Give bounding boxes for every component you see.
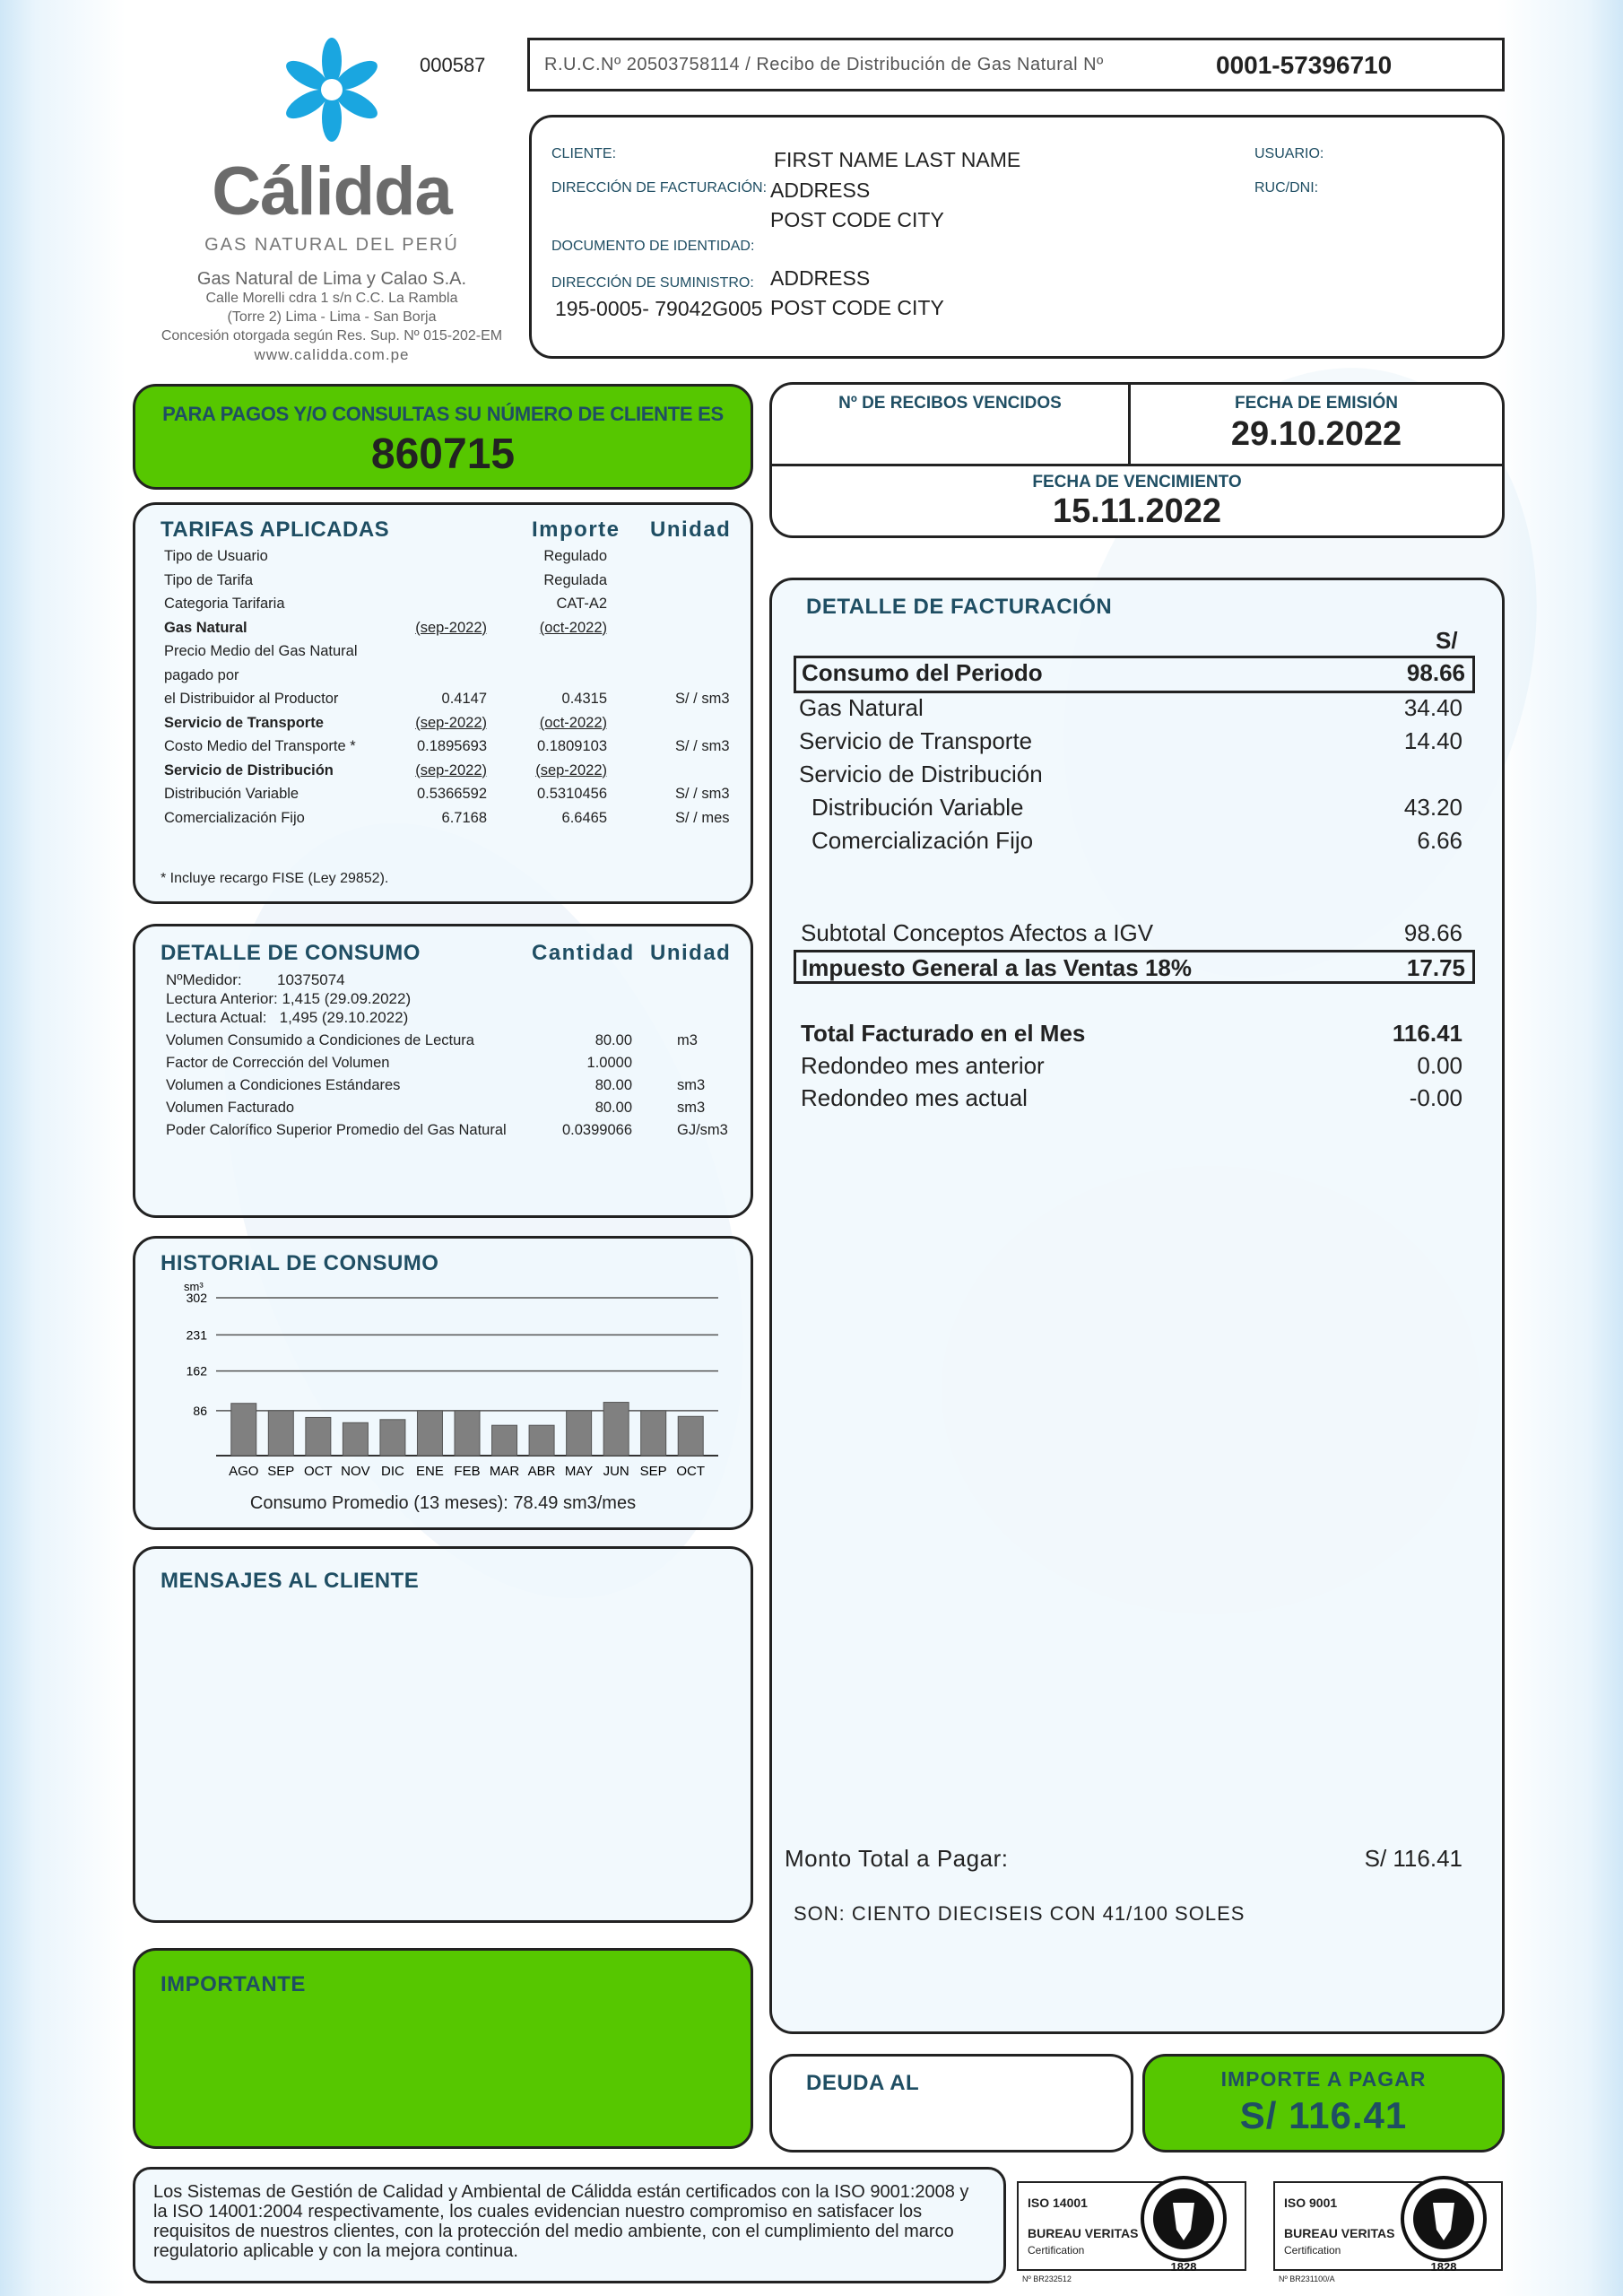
importe-box — [1142, 2054, 1505, 2152]
x-tick-label: NOV — [341, 1464, 370, 1479]
x-tick-label: AGO — [229, 1464, 259, 1479]
consumo-table — [166, 1032, 740, 1144]
tarifa-label: Precio Medio del Gas Natural — [164, 643, 358, 659]
tarifa-prev: 0.1895693 — [417, 738, 487, 754]
facturacion-value: 43.20 — [1403, 794, 1462, 821]
consumo-qty: 80.00 — [595, 1032, 632, 1048]
tarifa-label: Tipo de Tarifa — [164, 571, 254, 588]
footer-text: Los Sistemas de Gestión de Calidad y Ambiental de Cálidda están certificados con la ISO 9001:2008 y la ISO 14001:2004 respectivamente, los cuales evidencian nuestro compromiso en satisfacer los requisitos de nuestros clientes, con la protección del medio ambiente, con el cumplimiento del marco regulatorio aplicable y con la mejora continua. — [153, 2182, 969, 2261]
tarifa-label: Servicio de Distribución — [164, 761, 334, 778]
cert1-number: Nº BR232512 — [1022, 2274, 1072, 2283]
tarifa-row — [164, 715, 738, 739]
tarifa-current: (oct-2022) — [539, 619, 607, 636]
historial-title: HISTORIAL DE CONSUMO — [161, 1251, 439, 1275]
facturacion-row — [794, 656, 1475, 693]
mensajes-title: MENSAJES AL CLIENTE — [161, 1569, 420, 1593]
dates-box — [769, 382, 1505, 538]
tarifa-current: (oct-2022) — [539, 714, 607, 731]
consumo-qty: 80.00 — [595, 1100, 632, 1116]
cert1-bv: BUREAU VERITAS — [1028, 2226, 1139, 2240]
tarifa-prev: (sep-2022) — [415, 714, 487, 731]
tarifa-prev: (sep-2022) — [415, 619, 487, 636]
tarifa-unit: S/ / sm3 — [675, 691, 730, 707]
monto-total-label: Monto Total a Pagar: — [785, 1845, 1009, 1872]
consumo-row — [166, 1032, 740, 1055]
historial-box — [133, 1236, 753, 1530]
billing-address-line2: POST CODE CITY — [770, 208, 944, 231]
facturacion-value: 34.40 — [1403, 694, 1462, 721]
bar-feb — [455, 1411, 480, 1456]
billing-address-line1: ADDRESS — [770, 178, 871, 202]
tarifa-label: Servicio de Transporte — [164, 714, 324, 731]
mensajes-box — [133, 1546, 753, 1923]
tarifa-current: 0.1809103 — [537, 738, 607, 754]
tarifa-label: Comercialización Fijo — [164, 809, 305, 826]
y-axis-unit: sm³ — [184, 1280, 204, 1293]
bureau-veritas-seal-icon — [1139, 2167, 1228, 2274]
bureau-veritas-seal-icon — [1399, 2167, 1488, 2274]
facturacion-table — [794, 656, 1475, 859]
client-number-box — [133, 384, 753, 490]
tarifa-label: el Distribuidor al Productor — [164, 691, 339, 707]
tarifa-row — [164, 691, 738, 715]
igv-row — [794, 950, 1475, 984]
x-tick-label: ENE — [416, 1464, 444, 1479]
tarifa-row — [164, 643, 738, 667]
company-address-1: Calle Morelli cdra 1 s/n C.C. La Rambla — [205, 291, 458, 306]
y-tick-label: 86 — [193, 1403, 207, 1418]
client-number-label: PARA PAGOS Y/O CONSULTAS SU NÚMERO DE CLIENTE ES — [162, 403, 724, 425]
ruc-dni-label: RUC/DNI: — [1254, 180, 1319, 196]
current-reading: Lectura Actual: 1,495 (29.10.2022) — [166, 1009, 409, 1026]
emission-date-value: 29.10.2022 — [1230, 415, 1402, 453]
tarifa-row — [164, 762, 738, 787]
cert1-year: 1828 — [1170, 2260, 1197, 2274]
bar-oct — [678, 1416, 703, 1456]
x-tick-label: JUN — [603, 1464, 629, 1479]
tarifa-unit: S/ / sm3 — [675, 738, 730, 754]
igv-label: Impuesto General a las Ventas 18% — [802, 954, 1192, 981]
deuda-label: DEUDA AL — [806, 2071, 920, 2095]
supply-address-label: DIRECCIÓN DE SUMINISTRO: — [551, 275, 754, 291]
x-tick-label: MAR — [489, 1464, 520, 1479]
round-curr-value: -0.00 — [1409, 1084, 1462, 1111]
overdue-receipts-label: Nº DE RECIBOS VENCIDOS — [838, 394, 1062, 413]
tarifas-box — [133, 502, 753, 904]
supply-address-line1: ADDRESS — [770, 266, 871, 290]
consumo-cantidad-header: Cantidad — [532, 941, 635, 965]
meter-label: NºMedidor: — [166, 971, 242, 988]
facturacion-row — [794, 693, 1475, 726]
tarifa-row — [164, 548, 738, 572]
divider — [772, 464, 1502, 466]
x-tick-label: MAY — [564, 1464, 594, 1479]
consumo-box — [133, 924, 753, 1218]
footer-box — [133, 2167, 1006, 2283]
currency-symbol: S/ — [1436, 627, 1458, 654]
deuda-box — [769, 2054, 1133, 2152]
facturacion-label: Distribución Variable — [812, 794, 1024, 821]
id-document-label: DOCUMENTO DE IDENTIDAD: — [551, 239, 755, 254]
cert2-iso: ISO 9001 — [1284, 2196, 1338, 2210]
x-tick-label: DIC — [381, 1464, 404, 1479]
company-website[interactable]: www.calidda.com.pe — [254, 346, 410, 363]
facturacion-title: DETALLE DE FACTURACIÓN — [806, 595, 1113, 619]
tarifa-current: 6.6465 — [561, 809, 607, 826]
due-date-value: 15.11.2022 — [1052, 492, 1222, 530]
total-label: Total Facturado en el Mes — [801, 1020, 1086, 1047]
importante-title: IMPORTANTE — [161, 1972, 306, 1996]
facturacion-label: Comercialización Fijo — [812, 827, 1034, 854]
cert2-bv: BUREAU VERITAS — [1284, 2226, 1395, 2240]
meter-value: 10375074 — [277, 971, 345, 988]
importe-value: S/ 116.41 — [1239, 2094, 1408, 2136]
consumo-label: Volumen a Condiciones Estándares — [166, 1077, 401, 1093]
facturacion-row — [794, 826, 1475, 859]
facturacion-label: Servicio de Distribución — [799, 761, 1043, 787]
tarifa-row — [164, 738, 738, 762]
tarifas-importe-header: Importe — [532, 517, 621, 542]
company-name: Gas Natural de Lima y Calao S.A. — [196, 269, 467, 289]
y-tick-label: 302 — [186, 1291, 207, 1305]
facturacion-label: Servicio de Transporte — [799, 727, 1033, 754]
tarifa-row — [164, 786, 738, 810]
igv-value: 17.75 — [1406, 954, 1465, 981]
brand-tagline: GAS NATURAL DEL PERÚ — [204, 235, 459, 255]
cert2-year: 1828 — [1430, 2260, 1457, 2274]
consumo-qty: 0.0399066 — [562, 1122, 632, 1138]
supply-code: 195-0005- 79042G005 — [555, 297, 763, 320]
tarifa-label: Distribución Variable — [164, 786, 299, 802]
total-value: 116.41 — [1392, 1020, 1462, 1047]
y-tick-label: 231 — [186, 1327, 207, 1343]
company-address-2: (Torre 2) Lima - Lima - San Borja — [227, 309, 437, 325]
bar-jun — [603, 1403, 629, 1456]
tarifa-prev: 0.5366592 — [417, 786, 487, 802]
tarifas-note: * Incluye recargo FISE (Ley 29852). — [161, 871, 389, 886]
tarifa-unit: S/ / sm3 — [675, 786, 730, 802]
billing-address-label: DIRECCIÓN DE FACTURACIÓN: — [551, 180, 768, 196]
consumo-label: Factor de Corrección del Volumen — [166, 1055, 390, 1071]
due-date-label: FECHA DE VENCIMIENTO — [1032, 473, 1242, 491]
tarifa-label: pagado por — [164, 666, 239, 683]
x-tick-label: OCT — [676, 1464, 706, 1479]
monto-total-value: S/ 116.41 — [1364, 1845, 1462, 1872]
cert2-number: Nº BR231100/A — [1279, 2274, 1335, 2283]
tarifa-label: Categoria Tarifaria — [164, 596, 285, 612]
consumo-unit: m3 — [677, 1032, 698, 1048]
tarifa-current: 0.5310456 — [537, 786, 607, 802]
tarifa-prev: 0.4147 — [441, 691, 487, 707]
facturacion-row — [794, 726, 1475, 760]
cert1-iso: ISO 14001 — [1028, 2196, 1088, 2210]
facturacion-row — [794, 793, 1475, 826]
tarifas-unidad-header: Unidad — [650, 517, 732, 542]
bar-sep — [641, 1411, 666, 1456]
average-consumption: Consumo Promedio (13 meses): 78.49 sm3/mes — [249, 1493, 637, 1513]
ruc-label: R.U.C.Nº 20503758114 / Recibo de Distribución de Gas Natural Nº — [544, 55, 1104, 74]
bar-dic — [380, 1420, 405, 1456]
receipt-number: 0001-57396710 — [1216, 51, 1393, 79]
consumo-unidad-header: Unidad — [650, 941, 732, 965]
emission-date-label: FECHA DE EMISIÓN — [1235, 394, 1398, 413]
client-info-box — [529, 115, 1505, 359]
client-label: CLIENTE: — [551, 146, 617, 161]
consumo-qty: 80.00 — [595, 1077, 632, 1093]
tarifa-row — [164, 572, 738, 596]
round-prev-label: Redondeo mes anterior — [801, 1052, 1045, 1079]
client-name: FIRST NAME LAST NAME — [774, 148, 1021, 171]
bar-mar — [492, 1425, 517, 1456]
consumo-title: DETALLE DE CONSUMO — [161, 941, 421, 965]
bar-oct — [306, 1417, 331, 1456]
consumption-history-chart — [162, 1280, 727, 1486]
importante-box — [133, 1948, 753, 2149]
consumo-row — [166, 1122, 740, 1144]
tarifa-row — [164, 620, 738, 644]
calidda-flower-logo-icon — [269, 34, 395, 151]
round-prev-value: 0.00 — [1417, 1052, 1462, 1079]
y-tick-label: 162 — [186, 1363, 207, 1378]
tarifas-title: TARIFAS APLICADAS — [161, 517, 390, 542]
facturacion-box — [769, 578, 1505, 2034]
tarifa-current: Regulada — [543, 571, 607, 588]
tarifa-row — [164, 596, 738, 620]
tarifa-current: 0.4315 — [561, 691, 607, 707]
supply-address-line2: POST CODE CITY — [770, 296, 944, 319]
x-tick-label: SEP — [639, 1464, 667, 1479]
user-label: USUARIO: — [1254, 146, 1324, 161]
tarifa-current: Regulado — [543, 548, 607, 564]
amount-in-words: SON: CIENTO DIECISEIS CON 41/100 SOLES — [794, 1902, 1245, 1925]
facturacion-value: 6.66 — [1417, 827, 1462, 854]
bar-ene — [417, 1411, 442, 1456]
tarifa-unit: S/ / mes — [675, 809, 730, 826]
round-curr-label: Redondeo mes actual — [801, 1084, 1028, 1111]
tarifa-current: (sep-2022) — [535, 761, 607, 778]
tarifa-label: Tipo de Usuario — [164, 548, 268, 564]
x-tick-label: FEB — [454, 1464, 481, 1479]
client-number-value: 860715 — [370, 430, 516, 478]
brand-name: Cálidda — [212, 153, 452, 230]
subtotal-label: Subtotal Conceptos Afectos a IGV — [801, 919, 1154, 946]
facturacion-label: Gas Natural — [799, 694, 924, 721]
bar-nov — [343, 1422, 368, 1456]
tarifa-prev: 6.7168 — [441, 809, 487, 826]
consumo-label: Volumen Facturado — [166, 1100, 295, 1116]
x-tick-label: OCT — [304, 1464, 333, 1479]
consumo-unit: sm3 — [677, 1100, 706, 1116]
cert1-cert: Certification — [1028, 2244, 1085, 2257]
facturacion-value: 98.66 — [1406, 659, 1465, 686]
facturacion-label: Consumo del Periodo — [802, 659, 1043, 686]
tarifa-label: Gas Natural — [164, 619, 247, 636]
bar-may — [567, 1411, 592, 1456]
consumo-row — [166, 1077, 740, 1100]
tarifa-current: CAT-A2 — [556, 596, 607, 612]
consumo-row — [166, 1100, 740, 1122]
consumo-qty: 1.0000 — [586, 1055, 632, 1071]
x-tick-label: ABR — [527, 1464, 556, 1479]
x-tick-label: SEP — [267, 1464, 295, 1479]
consumo-unit: sm3 — [677, 1077, 706, 1093]
sequence-number: 000587 — [420, 54, 486, 76]
consumo-row — [166, 1055, 740, 1077]
consumo-unit: GJ/sm3 — [677, 1122, 728, 1138]
company-concession: Concesión otorgada según Res. Sup. Nº 015-202-EM — [161, 328, 503, 344]
bar-sep — [268, 1411, 293, 1456]
importe-label: IMPORTE A PAGAR — [1220, 2067, 1427, 2091]
previous-reading: Lectura Anterior: 1,415 (29.09.2022) — [166, 990, 412, 1007]
tarifa-label: Costo Medio del Transporte * — [164, 738, 356, 754]
bar-abr — [529, 1425, 554, 1456]
tarifa-prev: (sep-2022) — [415, 761, 487, 778]
bar-ago — [231, 1404, 256, 1456]
facturacion-value: 14.40 — [1403, 727, 1462, 754]
tarifa-row — [164, 810, 738, 834]
consumo-label: Poder Calorífico Superior Promedio del Gas Natural — [166, 1122, 507, 1138]
tarifas-table — [164, 548, 738, 833]
consumo-label: Volumen Consumido a Condiciones de Lectura — [166, 1032, 474, 1048]
tarifa-row — [164, 667, 738, 691]
subtotal-value: 98.66 — [1403, 919, 1462, 946]
cert2-cert: Certification — [1284, 2244, 1341, 2257]
facturacion-row — [794, 760, 1475, 793]
receipt-header-box — [527, 38, 1505, 91]
